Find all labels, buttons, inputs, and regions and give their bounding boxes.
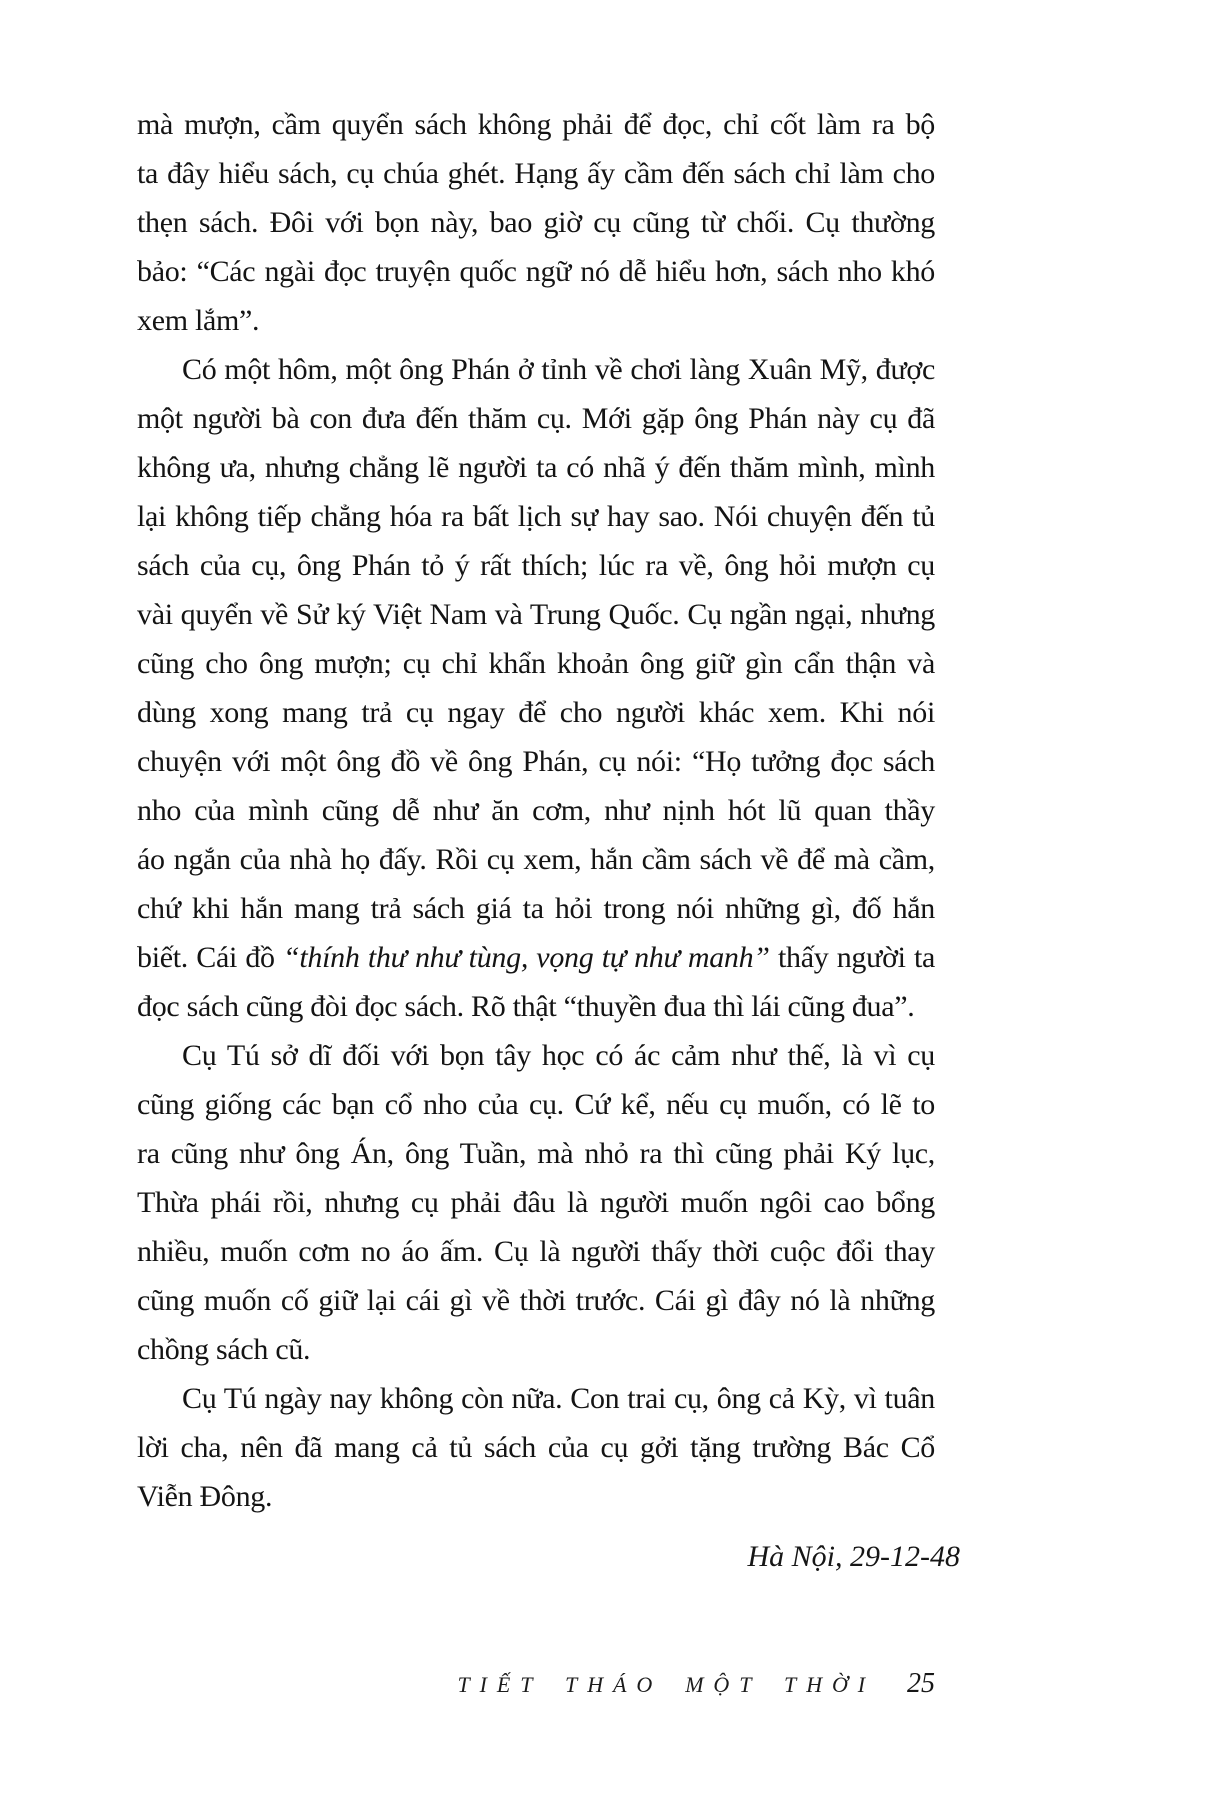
text-segment: Cụ Tú sở dĩ đối với bọn tây học có ác cảm như thế, là vì cụ bbox=[182, 1039, 935, 1072]
text-segment: chuyện với một ông đồ về ông Phán, cụ nói: “Họ tưởng đọc sách bbox=[137, 745, 935, 778]
text-segment: nhiều, muốn cơm no áo ấm. Cụ là người thấy thời cuộc đổi thay bbox=[137, 1235, 935, 1268]
paragraph bbox=[137, 1031, 935, 1374]
paragraph bbox=[137, 1374, 935, 1521]
text-segment: áo ngắn của nhà họ đấy. Rồi cụ xem, hắn cầm sách về để mà cầm, bbox=[137, 843, 935, 876]
text-segment: sách của cụ, ông Phán tỏ ý rất thích; lúc ra về, ông hỏi mượn cụ bbox=[137, 549, 935, 582]
text-line bbox=[137, 1423, 935, 1472]
text-segment: đọc sách cũng đòi đọc sách. Rõ thật “thuyền đua thì lái cũng đua”. bbox=[137, 990, 915, 1023]
text-segment: chồng sách cũ. bbox=[137, 1333, 311, 1366]
text-segment: cũng giống các bạn cổ nho của cụ. Cứ kể, nếu cụ muốn, có lẽ to bbox=[137, 1088, 935, 1121]
text-segment: nho của mình cũng dễ như ăn cơm, như nịnh hót lũ quan thầy bbox=[137, 794, 935, 827]
text-segment: lời cha, nên đã mang cả tủ sách của cụ gởi tặng trường Bác Cổ bbox=[137, 1431, 935, 1464]
italic-phrase: “thính thư như tùng, vọng tự như manh” bbox=[283, 941, 770, 974]
text-segment: biết. Cái đồ bbox=[137, 941, 284, 974]
running-title: TIẾT THÁO MỘT THỜI bbox=[457, 1672, 875, 1697]
text-segment: Thừa phái rồi, nhưng cụ phải đâu là người muốn ngôi cao bổng bbox=[137, 1186, 935, 1219]
text-segment: vài quyển về Sử ký Việt Nam và Trung Quốc. Cụ ngần ngại, nhưng bbox=[137, 598, 935, 631]
text-line bbox=[137, 1080, 935, 1129]
text-line bbox=[137, 247, 935, 296]
text-line bbox=[137, 835, 935, 884]
text-line bbox=[137, 1472, 935, 1521]
text-line bbox=[137, 639, 935, 688]
text-line bbox=[137, 198, 935, 247]
page-footer bbox=[137, 1668, 935, 1700]
paragraph bbox=[137, 100, 935, 345]
text-segment: Có một hôm, một ông Phán ở tỉnh về chơi làng Xuân Mỹ, được bbox=[182, 353, 935, 386]
text-segment: xem lắm”. bbox=[137, 304, 260, 337]
text-line bbox=[137, 541, 935, 590]
text-segment: dùng xong mang trả cụ ngay để cho người khác xem. Khi nói bbox=[137, 696, 935, 729]
text-line bbox=[137, 688, 935, 737]
text-segment: cũng cho ông mượn; cụ chỉ khẩn khoản ông giữ gìn cẩn thận và bbox=[137, 647, 935, 680]
paragraph bbox=[137, 345, 935, 1031]
text-segment: lại không tiếp chẳng hóa ra bất lịch sự hay sao. Nói chuyện đến tủ bbox=[137, 500, 935, 533]
text-line bbox=[137, 1325, 935, 1374]
text-line bbox=[137, 1031, 935, 1080]
text-line bbox=[137, 786, 935, 835]
text-line bbox=[137, 1276, 935, 1325]
page-number: 25 bbox=[907, 1668, 935, 1699]
text-segment: thẹn sách. Đôi với bọn này, bao giờ cụ cũng từ chối. Cụ thường bbox=[137, 206, 935, 239]
text-line bbox=[137, 1129, 935, 1178]
text-segment: không ưa, nhưng chẳng lẽ người ta có nhã ý đến thăm mình, mình bbox=[137, 451, 935, 484]
text-segment: Cụ Tú ngày nay không còn nữa. Con trai cụ, ông cả Kỳ, vì tuân bbox=[182, 1382, 935, 1415]
text-segment: Viễn Đông. bbox=[137, 1480, 273, 1513]
text-line bbox=[137, 149, 935, 198]
text-line bbox=[137, 394, 935, 443]
text-line bbox=[137, 492, 935, 541]
text-line bbox=[137, 933, 935, 982]
text-segment: một người bà con đưa đến thăm cụ. Mới gặp ông Phán này cụ đã bbox=[137, 402, 935, 435]
text-segment: ta đây hiểu sách, cụ chúa ghét. Hạng ấy cầm đến sách chỉ làm cho bbox=[137, 157, 935, 190]
text-line bbox=[137, 1374, 935, 1423]
text-line bbox=[137, 296, 935, 345]
dateline: Hà Nội, 29-12-48 bbox=[747, 1540, 960, 1573]
text-line bbox=[137, 1227, 935, 1276]
text-line bbox=[137, 443, 935, 492]
text-line bbox=[137, 100, 935, 149]
text-segment: thấy người ta bbox=[769, 941, 936, 974]
text-segment: mà mượn, cầm quyển sách không phải để đọc, chỉ cốt làm ra bộ bbox=[137, 108, 935, 141]
text-segment: chứ khi hắn mang trả sách giá ta hỏi trong nói những gì, đố hắn bbox=[137, 892, 935, 925]
text-line bbox=[137, 590, 935, 639]
body-text bbox=[137, 100, 935, 1521]
text-line bbox=[137, 737, 935, 786]
text-line bbox=[137, 982, 935, 1031]
text-line bbox=[137, 884, 935, 933]
text-segment: cũng muốn cố giữ lại cái gì về thời trước. Cái gì đây nó là những bbox=[137, 1284, 935, 1317]
text-segment: ra cũng như ông Án, ông Tuần, mà nhỏ ra thì cũng phải Ký lục, bbox=[137, 1137, 935, 1170]
text-line bbox=[137, 1178, 935, 1227]
text-line bbox=[137, 345, 935, 394]
text-segment: bảo: “Các ngài đọc truyện quốc ngữ nó dễ hiểu hơn, sách nho khó bbox=[137, 255, 935, 288]
